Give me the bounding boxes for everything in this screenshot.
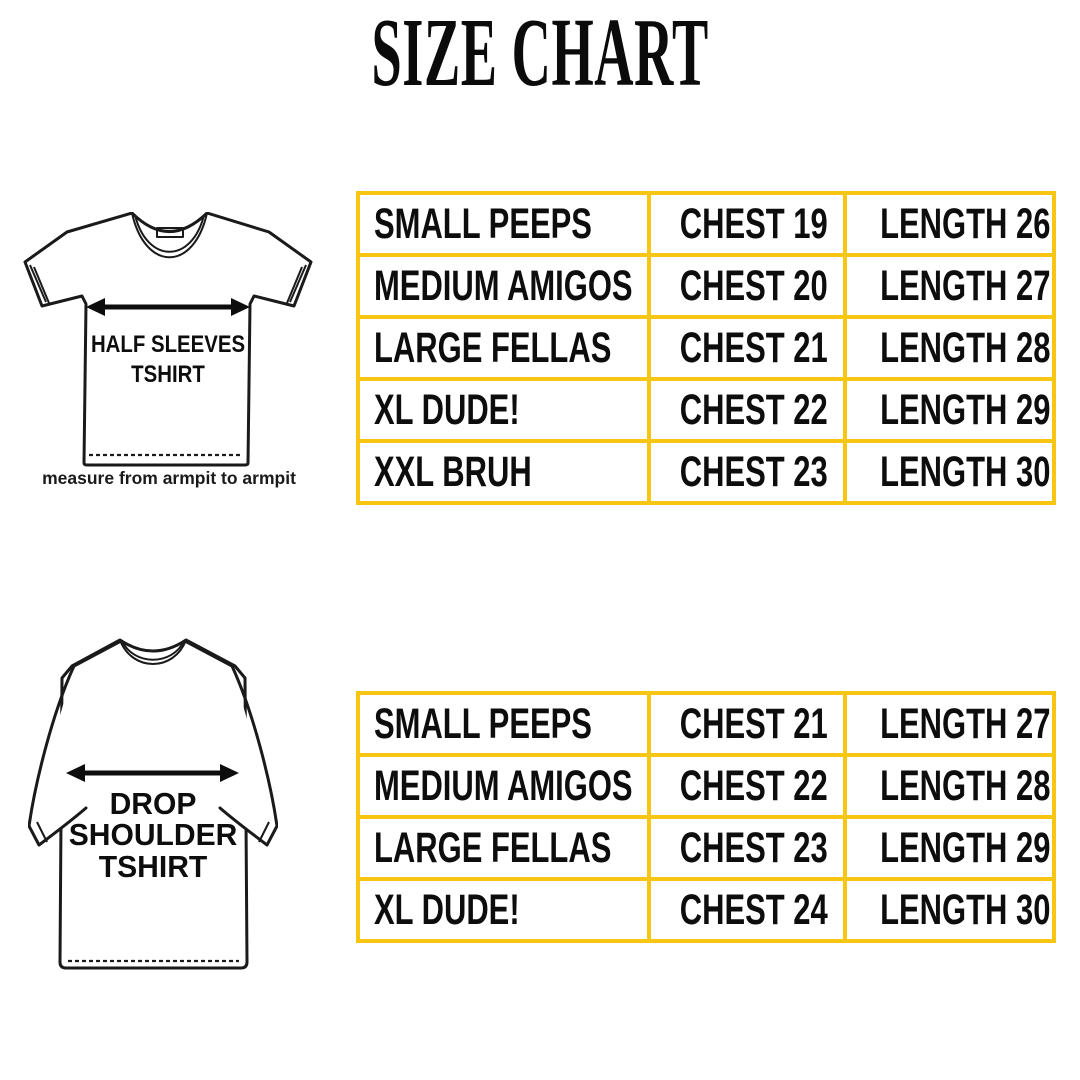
table-row [358, 755, 1054, 817]
length-text: LENGTH 27 [880, 261, 1051, 310]
drop-shoulder-tshirt-illustration [28, 636, 278, 974]
size-cell [358, 379, 649, 441]
length-text: LENGTH 30 [880, 885, 1051, 934]
page-title [0, 0, 1080, 106]
chest-text: CHEST 23 [679, 823, 828, 872]
size-cell [358, 755, 649, 817]
chest-cell [649, 317, 845, 379]
chest-text: CHEST 20 [679, 261, 828, 310]
table-row [358, 193, 1054, 255]
chest-text: CHEST 19 [679, 199, 828, 248]
size-cell [358, 879, 649, 941]
size-text: XL DUDE! [374, 385, 520, 434]
length-cell [845, 255, 1054, 317]
length-cell [845, 379, 1054, 441]
chest-text: CHEST 23 [679, 447, 828, 496]
chest-cell [649, 441, 845, 503]
size-text: LARGE FELLAS [374, 823, 612, 872]
half-sleeve-label-line1: HALF SLEEVES [90, 330, 246, 358]
length-text: LENGTH 29 [880, 385, 1051, 434]
chest-text: CHEST 22 [679, 761, 828, 810]
length-text: LENGTH 30 [880, 447, 1051, 496]
table-row [358, 317, 1054, 379]
chest-text: CHEST 24 [679, 885, 828, 934]
size-table-half-sleeve [356, 191, 1056, 505]
length-cell [845, 755, 1054, 817]
chest-cell [649, 255, 845, 317]
chest-cell [649, 693, 845, 755]
page-title-text: SIZE CHART [371, 0, 709, 106]
measure-caption: measure from armpit to armpit [42, 468, 296, 488]
table-row [358, 255, 1054, 317]
size-cell [358, 193, 649, 255]
table-row [358, 693, 1054, 755]
size-table-drop-shoulder [356, 691, 1056, 943]
table-row [358, 817, 1054, 879]
length-text: LENGTH 29 [880, 823, 1051, 872]
size-text: SMALL PEEPS [374, 199, 592, 248]
length-text: LENGTH 28 [880, 761, 1051, 810]
table-row [358, 879, 1054, 941]
length-cell [845, 193, 1054, 255]
length-text: LENGTH 26 [880, 199, 1051, 248]
size-cell [358, 255, 649, 317]
size-cell [358, 317, 649, 379]
chest-text: CHEST 21 [679, 323, 828, 372]
drop-shoulder-label-line1: DROP [109, 786, 197, 822]
table-row [358, 441, 1054, 503]
chest-cell [649, 755, 845, 817]
table-row [358, 379, 1054, 441]
drop-shoulder-label-line3: TSHIRT [98, 849, 208, 885]
length-cell [845, 693, 1054, 755]
length-text: LENGTH 28 [880, 323, 1051, 372]
size-text: SMALL PEEPS [374, 699, 592, 748]
length-cell [845, 817, 1054, 879]
size-cell [358, 441, 649, 503]
half-sleeve-tshirt-illustration [23, 212, 313, 468]
length-cell [845, 879, 1054, 941]
length-cell [845, 441, 1054, 503]
size-text: MEDIUM AMIGOS [374, 261, 633, 310]
size-text: LARGE FELLAS [374, 323, 612, 372]
chest-cell [649, 817, 845, 879]
size-cell [358, 817, 649, 879]
chest-cell [649, 379, 845, 441]
length-text: LENGTH 27 [880, 699, 1051, 748]
length-cell [845, 317, 1054, 379]
size-text: MEDIUM AMIGOS [374, 761, 633, 810]
half-sleeve-label-line2: TSHIRT [131, 360, 205, 388]
size-cell [358, 693, 649, 755]
size-text: XL DUDE! [374, 885, 520, 934]
size-text: XXL BRUH [374, 447, 532, 496]
chest-text: CHEST 22 [679, 385, 828, 434]
chest-cell [649, 879, 845, 941]
drop-shoulder-label-line2: SHOULDER [68, 817, 238, 853]
chest-text: CHEST 21 [679, 699, 828, 748]
chest-cell [649, 193, 845, 255]
